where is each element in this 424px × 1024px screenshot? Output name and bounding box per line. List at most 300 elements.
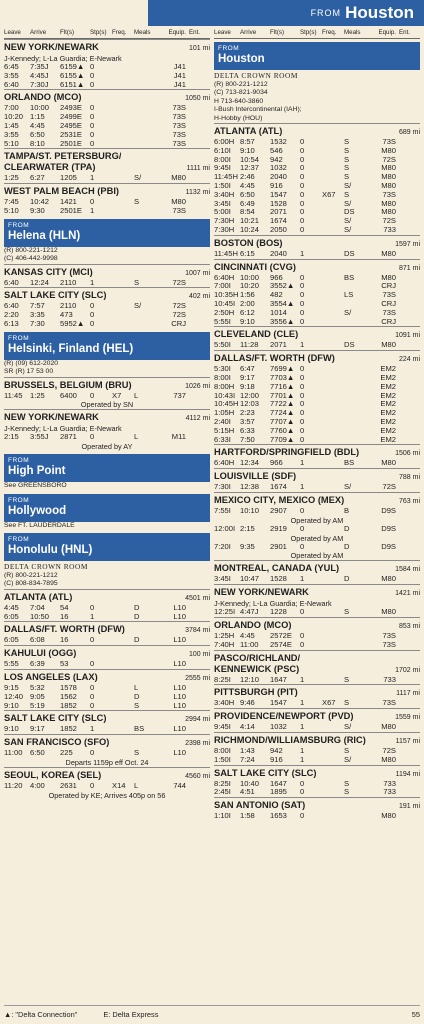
leave-time: 1:05H <box>214 409 235 418</box>
destination-name: CLEVELAND (CLE) <box>214 329 299 340</box>
operator-note: Operated by KE; Arrives 405p on 56 <box>48 790 166 800</box>
stops: 0 <box>90 63 95 71</box>
equipment: L10 <box>173 683 186 692</box>
arrive-time: 10:50 <box>30 612 50 621</box>
destination-name: SALT LAKE CITY (SLC) <box>4 713 107 724</box>
stops: 0 <box>90 391 95 400</box>
meals: S/ <box>344 217 352 226</box>
meals <box>134 72 156 81</box>
equipment: M80 <box>381 723 396 732</box>
stops: 0 <box>90 130 95 139</box>
flight-row <box>214 632 420 641</box>
frequency <box>112 311 134 320</box>
frequency <box>112 749 134 758</box>
col-header-freq: Freq. <box>112 29 127 36</box>
leave-time: 2:45I <box>214 788 231 797</box>
legend-delta-connection: ▲: "Delta Connection" <box>4 1010 78 1019</box>
flight-row <box>214 525 420 534</box>
destination-mileage: 100 mi <box>188 651 210 659</box>
flight-number: 942 <box>270 155 283 164</box>
arrive-time: 10:40 <box>240 779 260 788</box>
flight-number: 1578 <box>60 683 77 692</box>
stops: 0 <box>300 365 305 374</box>
stops: 0 <box>300 138 305 147</box>
leave-time: 1:45 <box>4 121 19 130</box>
equipment: M80 <box>381 182 396 191</box>
flight-number: 2572E <box>270 631 292 640</box>
leave-time: 2:15 <box>4 433 19 442</box>
destination-name: CLEARWATER (TPA) <box>4 162 96 173</box>
flight-number: 7709▲ <box>270 435 295 444</box>
stops: 0 <box>300 164 305 173</box>
leave-time: 7:45 <box>4 198 19 207</box>
frequency: X14 <box>112 781 126 790</box>
flight-row <box>4 636 210 645</box>
destination-name: BRUSSELS, BELGIUM (BRU) <box>4 379 132 390</box>
arrive-time: 1:25 <box>30 391 45 400</box>
flight-row <box>4 198 210 207</box>
arrive-time: 1:58 <box>240 812 255 821</box>
flight-row <box>214 208 420 217</box>
leave-time: 1:50I <box>214 182 231 191</box>
flight-row <box>4 174 210 183</box>
equipment: L10 <box>173 636 186 645</box>
stops: 0 <box>300 409 305 418</box>
stops: 0 <box>90 683 95 692</box>
arrive-time: 7:57 <box>30 302 45 311</box>
stops: 0 <box>300 208 305 217</box>
meals: S/ <box>344 755 352 764</box>
equipment: L10 <box>173 725 186 734</box>
arrive-time: 5:32 <box>30 683 45 692</box>
arrive-time: 9:46 <box>240 699 255 708</box>
equipment: M11 <box>171 433 186 442</box>
flight-number: 2110 <box>60 302 77 311</box>
frequency <box>322 374 344 383</box>
stops: 0 <box>300 146 305 155</box>
frequency <box>322 274 344 283</box>
arrive-time: 1:56 <box>240 291 255 300</box>
flight-number: 916 <box>270 755 283 764</box>
arrive-time: 4:14 <box>240 723 255 732</box>
destination-name: NEW YORK/NEWARK <box>214 587 309 598</box>
frequency <box>112 433 134 442</box>
flight-number: 2907 <box>270 506 287 515</box>
flight-row <box>214 274 420 283</box>
destination-name: ORLANDO (MCO) <box>214 619 292 630</box>
col-header-ent: Ent. <box>189 29 201 36</box>
reservation-info: See FT. LAUDERDALE <box>4 521 75 529</box>
leave-time: 5:00I <box>214 208 231 217</box>
destination-mileage: 1026 mi <box>185 382 210 390</box>
leave-time: 5:55I <box>214 317 231 326</box>
equipment: M80 <box>381 459 396 468</box>
frequency <box>322 543 344 552</box>
frequency <box>112 693 134 702</box>
stops: 0 <box>90 636 95 645</box>
flight-number: 225 <box>60 749 73 758</box>
meals: DS <box>344 249 355 258</box>
equipment: J41 <box>173 80 186 89</box>
arrive-time: 4:45 <box>240 631 255 640</box>
destination-header <box>214 123 420 138</box>
arrive-time: 7:30 <box>30 319 45 328</box>
arrive-time: 6:50 <box>30 130 45 139</box>
leave-time: 3:40H <box>214 190 235 199</box>
destination-mileage: 402 mi <box>188 293 210 301</box>
destination-header <box>214 708 420 723</box>
stops: 0 <box>90 302 95 311</box>
flight-number: 2495E <box>60 121 82 130</box>
flight-row <box>214 436 420 445</box>
equipment: CRJ <box>381 317 396 326</box>
equipment: EM2 <box>380 365 396 374</box>
leave-time: 5:10 <box>4 139 19 148</box>
leave-time: 5:55 <box>4 660 19 669</box>
equipment: EM2 <box>380 417 396 426</box>
equipment: 73S <box>172 130 186 139</box>
flight-row <box>214 383 420 392</box>
stops: 0 <box>300 226 305 234</box>
flight-number: 2071 <box>270 208 287 217</box>
meals <box>134 113 156 122</box>
destination-header <box>214 650 420 664</box>
frequency <box>112 207 134 216</box>
flight-number: 2501E <box>60 206 82 215</box>
stops: 0 <box>300 400 305 409</box>
meals <box>344 812 366 821</box>
arrive-time: 4:45 <box>240 182 255 191</box>
flight-row <box>214 300 420 309</box>
leave-time: 10:43I <box>214 391 236 400</box>
destination-name: PASCO/RICHLAND/ <box>214 652 301 663</box>
stops: 1 <box>90 278 95 287</box>
flight-row <box>214 723 420 732</box>
stops: 0 <box>90 701 95 710</box>
leave-time: 8:25I <box>214 675 231 684</box>
meals <box>344 409 366 418</box>
flight-number: 1547 <box>270 699 287 708</box>
flight-row <box>214 156 420 165</box>
destination-name: CINCINNATI (CVG) <box>214 261 296 272</box>
arrive-time: 6:50 <box>30 749 45 758</box>
reservation-info: (R) 800-221-1212 <box>4 571 58 579</box>
destination-mileage: 2555 mi <box>185 674 210 682</box>
destination-header <box>4 39 210 54</box>
stops: 0 <box>90 692 95 701</box>
stops: 0 <box>300 173 305 182</box>
frequency <box>112 140 134 149</box>
equipment: L10 <box>173 701 186 710</box>
destination-header <box>214 617 420 632</box>
leave-time: 1:50I <box>214 755 231 764</box>
destination-name: ORLANDO (MCO) <box>4 92 82 103</box>
destination-header <box>4 377 210 392</box>
leave-time: 6:40 <box>4 302 19 311</box>
stops: 0 <box>300 812 305 821</box>
flight-row <box>4 113 210 122</box>
equipment: 733 <box>383 779 396 788</box>
destination-name: LOUISVILLE (SDF) <box>214 471 297 482</box>
destination-mileage: 4112 mi <box>185 415 210 423</box>
meals <box>134 207 156 216</box>
destination-mileage: 191 mi <box>398 803 420 811</box>
reservation-info: See GREENSBORO <box>4 482 67 490</box>
meals: S <box>344 155 350 164</box>
frequency <box>112 636 134 645</box>
equipment: 73S <box>382 190 396 199</box>
meals: S <box>344 779 350 788</box>
flight-row <box>214 318 420 327</box>
flight-row <box>214 427 420 436</box>
operator-note: Operated by AM <box>290 551 344 561</box>
meals: S <box>134 701 140 710</box>
equipment: 73S <box>382 291 396 300</box>
meals <box>134 320 156 329</box>
frequency <box>322 812 344 821</box>
equipment: L10 <box>173 603 186 612</box>
meals: S <box>344 138 350 147</box>
leave-time: 7:30H <box>214 226 235 234</box>
reservation-info: SR (R) 17 53 00 <box>4 368 54 376</box>
col-header-stops: Stp(s) <box>300 29 317 36</box>
meals: S <box>344 164 350 173</box>
equipment: J41 <box>173 63 186 71</box>
leave-time: 8:00I <box>214 373 231 382</box>
destination-header <box>214 584 420 599</box>
page-footer <box>4 1005 420 1021</box>
frequency <box>322 525 344 534</box>
frequency <box>322 756 344 765</box>
arrive-time: 8:54 <box>240 208 255 217</box>
origin-city-name: Hollywood <box>8 504 67 517</box>
airport-key-note: J-Kennedy; L-La Guardia; E-Newark <box>214 599 332 609</box>
equipment: M80 <box>381 146 396 155</box>
destination-mileage: 1050 mi <box>185 95 210 103</box>
frequency <box>322 164 344 173</box>
arrive-time: 10:10 <box>240 506 260 515</box>
destination-name: PROVIDENCE/NEWPORT (PVD) <box>214 711 354 722</box>
flight-row <box>4 311 210 320</box>
flight-row <box>214 182 420 191</box>
destination-name: WEST PALM BEACH (PBI) <box>4 186 119 197</box>
leave-time: 6:40H <box>214 273 235 282</box>
col-header-arrive: Arrive <box>30 29 47 36</box>
flight-row <box>214 507 420 516</box>
flight-number: 1532 <box>270 138 287 147</box>
destination-header <box>4 621 210 636</box>
flight-number: 2040 <box>270 249 287 258</box>
destination-mileage: 1157 mi <box>395 737 420 745</box>
arrive-time: 12:24 <box>30 278 50 287</box>
leave-time: 3:55 <box>4 71 19 80</box>
stops: 0 <box>300 299 305 308</box>
meals <box>344 641 366 650</box>
meals <box>134 131 156 140</box>
flight-number: 2631 <box>60 781 77 790</box>
frequency <box>322 427 344 436</box>
equipment: EM2 <box>380 382 396 391</box>
equipment: D9S <box>381 542 396 551</box>
meals: DS <box>344 208 355 217</box>
meals: D <box>344 575 350 584</box>
flight-row <box>4 702 210 711</box>
col-header-equip: Equip. <box>168 29 186 36</box>
col-header-meals: Meals <box>134 29 151 36</box>
frequency <box>322 300 344 309</box>
stops: 0 <box>300 308 305 317</box>
arrive-time: 10:47 <box>240 575 260 584</box>
destination-header <box>214 797 420 812</box>
equipment: EM2 <box>380 391 396 400</box>
meals: D <box>134 612 140 621</box>
flight-number: 942 <box>270 746 283 755</box>
frequency <box>112 604 134 613</box>
legend-delta-express: E: Delta Express <box>103 1010 159 1019</box>
meals: S/ <box>344 226 352 234</box>
leave-time: 1:25H <box>214 631 235 640</box>
column-headers-right <box>214 26 420 39</box>
flight-row <box>214 780 420 789</box>
leave-time: 6:40H <box>214 459 235 468</box>
frequency <box>112 198 134 207</box>
equipment: L10 <box>173 692 186 701</box>
flight-number: 1528 <box>270 575 287 584</box>
equipment: 73S <box>382 640 396 649</box>
arrive-time: 6:47 <box>240 365 255 374</box>
leave-time: 10:35H <box>214 291 239 300</box>
frequency <box>322 226 344 235</box>
leave-time: 3:40H <box>214 699 235 708</box>
stops: 0 <box>300 506 305 515</box>
stops: 1 <box>300 249 305 258</box>
stops: 0 <box>90 781 95 790</box>
flight-number: 5952▲ <box>60 319 85 328</box>
destination-header <box>214 684 420 699</box>
meals: D <box>344 542 350 551</box>
stops: 0 <box>300 631 305 640</box>
leave-time: 4:45 <box>4 603 19 612</box>
meals <box>344 300 366 309</box>
operator-note: Operated by SN <box>80 400 134 410</box>
flight-number: 2901 <box>270 542 287 551</box>
flight-number: 6155▲ <box>60 71 85 80</box>
equipment: CRJ <box>381 299 396 308</box>
frequency <box>322 676 344 685</box>
origin-from-label: FROM <box>218 45 240 52</box>
destination-name: ATLANTA (ATL) <box>4 591 73 602</box>
flight-number: 1547 <box>270 190 287 199</box>
flight-number: 1205 <box>60 174 77 183</box>
flight-row <box>4 613 210 622</box>
destination-header <box>214 326 420 341</box>
destination-mileage: 4501 mi <box>185 594 210 602</box>
arrive-time: 9:17 <box>240 373 255 382</box>
frequency: X7 <box>112 391 122 400</box>
flight-number: 2110 <box>60 278 77 287</box>
flight-number: 1562 <box>60 692 77 701</box>
origin-city-header <box>4 454 210 482</box>
equipment: 73S <box>382 308 396 317</box>
flight-number: 3554▲ <box>270 299 295 308</box>
destination-name: TAMPA/ST. PETERSBURG/ <box>4 151 122 162</box>
flight-row <box>214 191 420 200</box>
arrive-time: 9:18 <box>240 382 255 391</box>
page-number: 55 <box>411 1010 420 1019</box>
meals <box>344 632 366 641</box>
footer-legend <box>4 1010 158 1019</box>
leave-time: 8:00I <box>214 155 231 164</box>
frequency <box>322 723 344 732</box>
airport-key-note: J-Kennedy; L-La Guardia; E-Newark <box>4 424 122 434</box>
flight-row <box>4 279 210 288</box>
equipment: 733 <box>383 788 396 797</box>
destination-header <box>4 148 210 162</box>
destination-name: ATLANTA (ATL) <box>214 126 283 137</box>
leave-time: 11:45H <box>214 249 238 258</box>
flight-number: 1647 <box>270 675 287 684</box>
col-header-leave: Leave <box>214 29 231 36</box>
arrive-time: 2:15 <box>240 524 255 533</box>
operator-note: Operated by AM <box>290 533 344 543</box>
destination-mileage: 4560 mi <box>185 772 210 780</box>
arrive-time: 7:04 <box>30 603 45 612</box>
flight-number: 482 <box>270 291 283 300</box>
arrive-time: 4:00 <box>30 781 45 790</box>
leave-time: 1:10I <box>214 812 231 821</box>
leave-time: 7:30I <box>214 483 231 492</box>
origin-from-label: FROM <box>8 457 30 465</box>
meals: L <box>134 433 139 442</box>
destination-name: NEW YORK/NEWARK <box>4 42 99 52</box>
arrive-time: 10:54 <box>240 155 260 164</box>
flight-number: 1228 <box>270 608 287 617</box>
stops: 0 <box>300 291 305 300</box>
equipment: EM2 <box>380 409 396 418</box>
destination-mileage: 1597 mi <box>395 240 420 248</box>
equipment: CRJ <box>171 319 186 328</box>
destination-header <box>4 734 210 749</box>
destination-header <box>4 409 210 424</box>
meals: S <box>134 749 140 758</box>
flight-number: 966 <box>270 459 283 468</box>
equipment: M80 <box>381 249 396 258</box>
meals: L <box>134 683 139 692</box>
frequency <box>322 365 344 374</box>
flight-row <box>214 459 420 468</box>
flight-number: 1674 <box>270 483 287 492</box>
flight-row <box>4 433 210 442</box>
meals <box>344 418 366 427</box>
destination-name: SAN ANTONIO (SAT) <box>214 800 306 811</box>
reservation-info: (R) (09) 612-2020 <box>4 359 59 367</box>
stops: 0 <box>90 749 95 758</box>
leave-time: 2:50H <box>214 308 235 317</box>
flight-number: 7699▲ <box>270 365 295 374</box>
flight-row <box>214 250 420 259</box>
flight-row <box>214 217 420 226</box>
stops: 1 <box>90 174 95 183</box>
frequency <box>112 122 134 131</box>
col-header-stops: Stp(s) <box>90 29 107 36</box>
arrive-time: 6:27 <box>30 174 45 183</box>
equipment: 73S <box>382 699 396 708</box>
arrive-time: 6:39 <box>30 660 45 669</box>
destination-header <box>4 183 210 198</box>
destination-header <box>4 589 210 604</box>
page-header-from-label: FROM <box>310 8 342 18</box>
stops: 0 <box>300 155 305 164</box>
